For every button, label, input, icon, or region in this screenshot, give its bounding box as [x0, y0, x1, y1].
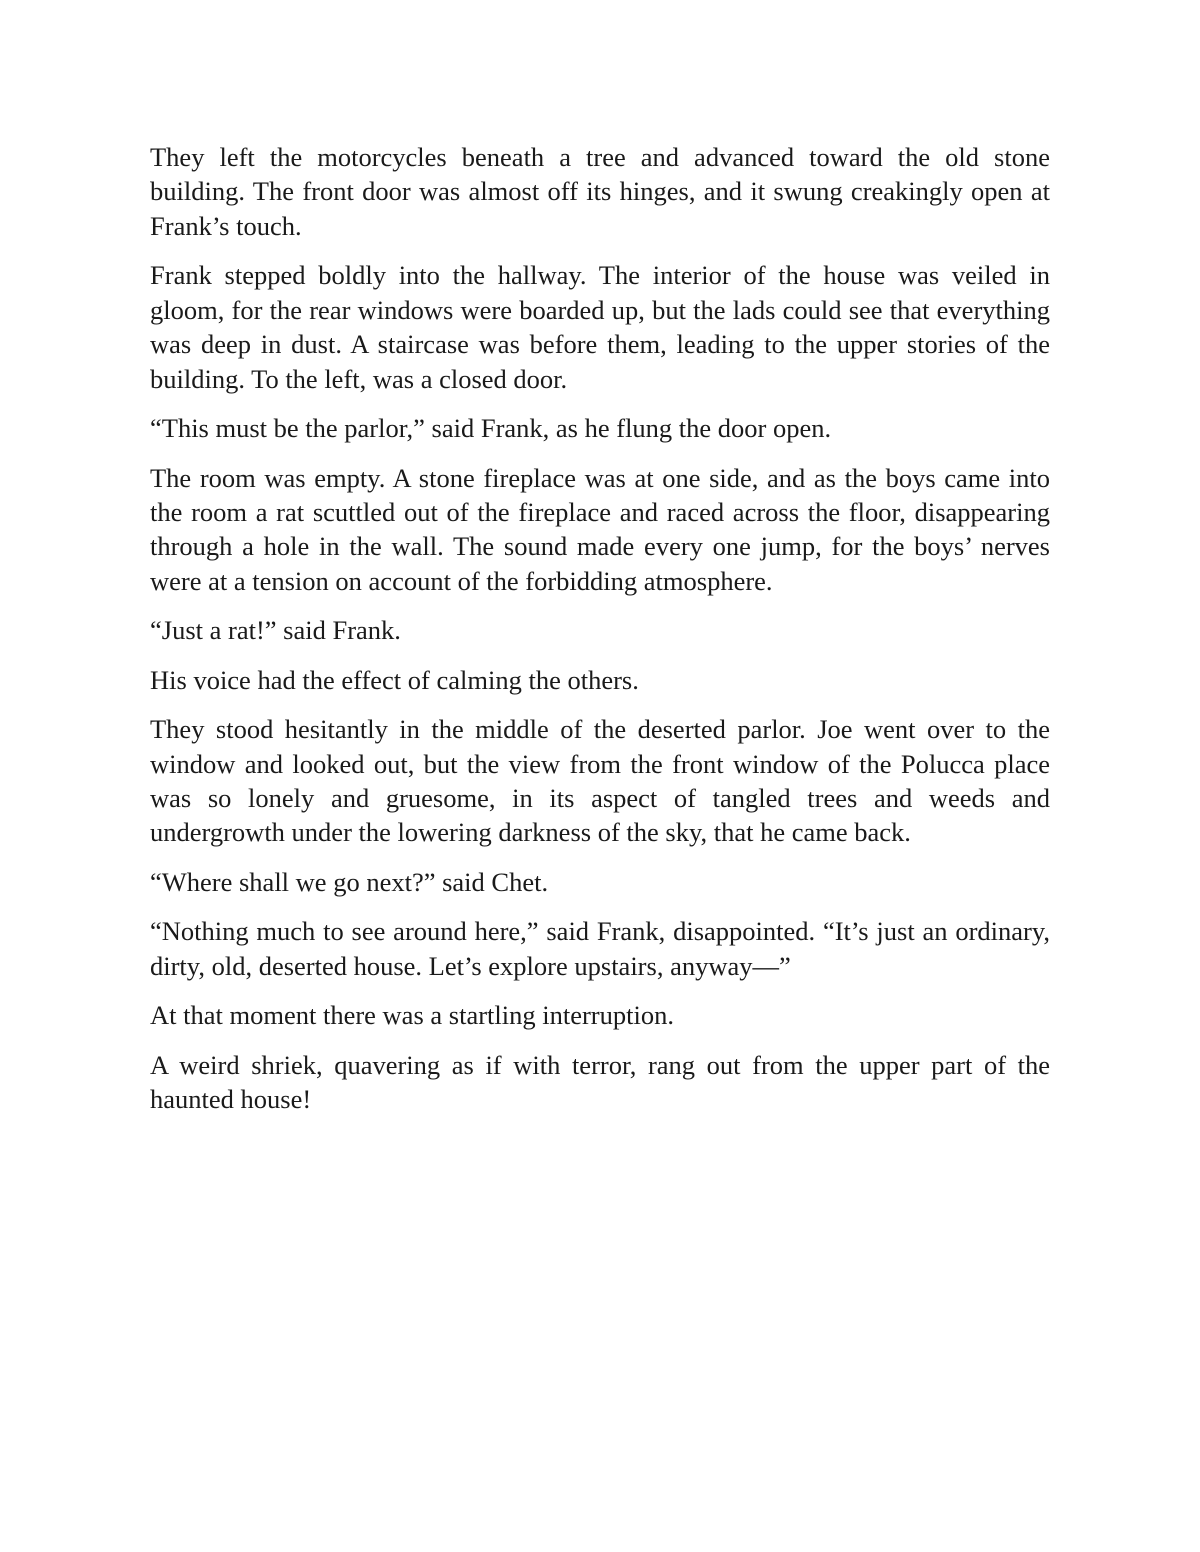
paragraph: The room was empty. A stone fireplace was at one side, and as the boys came into the room a rat scuttled out of the fireplace and raced across the floor, disappearing through a hole in the wall. The sound made every one jump, for the boys’ nerves were at a tension on account of the forbidding atmosphere. — [150, 462, 1050, 596]
paragraph: “Just a rat!” said Frank. — [150, 615, 401, 646]
paragraph: His voice had the effect of calming the others. — [150, 664, 639, 695]
paragraph: They left the motorcycles beneath a tree and advanced toward the old stone building. The front door was almost off its hinges, and it swung creakingly open at Frank’s touch. — [150, 142, 1050, 241]
paragraph: Frank stepped boldly into the hallway. The interior of the house was veiled in gloom, for the rear windows were boarded up, but the lads could see that everything was deep in dust. A staircase was before them, leading to the upper stories of the building. To the left, was a closed door. — [150, 260, 1050, 394]
paragraph: “Where shall we go next?” said Chet. — [150, 866, 549, 897]
document-body — [150, 140, 1050, 1117]
paragraph: “This must be the parlor,” said Frank, as he flung the door open. — [150, 413, 832, 444]
paragraph: At that moment there was a startling interruption. — [150, 1000, 674, 1031]
paragraph: They stood hesitantly in the middle of the deserted parlor. Joe went over to the window and looked out, but the view from the front window of the Polucca place was so lonely and gruesome, in its aspect of tangled trees and weeds and undergrowth under the lowering darkness of the sky, that he came back. — [150, 714, 1050, 848]
paragraph: A weird shriek, quavering as if with terror, rang out from the upper part of the haunted house! — [150, 1049, 1050, 1115]
paragraph: “Nothing much to see around here,” said Frank, disappointed. “It’s just an ordinary, dirty, old, deserted house. Let’s explore upstairs, anyway—” — [150, 916, 1050, 981]
